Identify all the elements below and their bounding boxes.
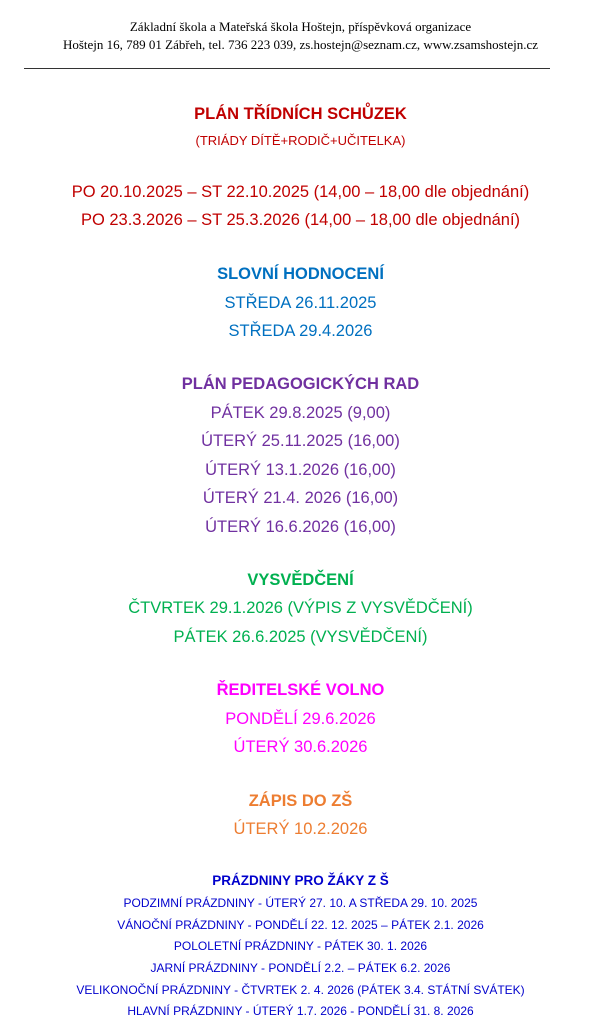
teachers-item: ÚTERÝ 13.1.2026 (16,00) bbox=[205, 461, 396, 479]
meetings-title: PLÁN TŘÍDNÍCH SCHŮZEK bbox=[194, 105, 407, 123]
meetings-item: PO 23.3.2026 – ST 25.3.2026 (14,00 – 18,00 dle objednání) bbox=[80, 211, 521, 229]
header-divider bbox=[24, 68, 550, 69]
teachers-item: ÚTERÝ 16.6.2026 (16,00) bbox=[205, 518, 396, 536]
report-item: ČTVRTEK 29.1.2026 (VÝPIS Z VYSVĚDČENÍ) bbox=[128, 599, 473, 617]
holidays-title: PRÁZDNINY PRO ŽÁKY Z Š bbox=[212, 873, 389, 888]
director-item: ÚTERÝ 30.6.2026 bbox=[233, 738, 368, 756]
teachers-item: ÚTERÝ 21.4. 2026 (16,00) bbox=[202, 489, 399, 507]
school-header bbox=[0, 18, 601, 54]
director-item: PONDĚLÍ 29.6.2026 bbox=[225, 710, 376, 728]
evaluation-item: STŘEDA 26.11.2025 bbox=[224, 294, 377, 312]
report-item: PÁTEK 26.6.2025 (VYSVĚDČENÍ) bbox=[173, 628, 428, 646]
school-name: Základní škola a Mateřská škola Hoštejn, příspěvková organizace bbox=[129, 19, 472, 34]
evaluation-title: SLOVNÍ HODNOCENÍ bbox=[217, 265, 384, 283]
meetings-item: PO 20.10.2025 – ST 22.10.2025 (14,00 – 18,00 dle objednání) bbox=[71, 183, 530, 201]
report-title: VYSVĚDČENÍ bbox=[247, 571, 354, 589]
school-contact: Hoštejn 16, 789 01 Zábřeh, tel. 736 223 039, zs.hostejn@seznam.cz, www.zsamshostejn.cz bbox=[62, 37, 539, 52]
teachers-item: ÚTERÝ 25.11.2025 (16,00) bbox=[201, 432, 400, 450]
holiday-item: VÁNOČNÍ PRÁZDNINY - PONDĚLÍ 22. 12. 2025 – PÁTEK 2.1. 2026 bbox=[117, 918, 484, 932]
teachers-item: PÁTEK 29.8.2025 (9,00) bbox=[210, 404, 391, 422]
meetings-subtitle: (TRIÁDY DÍTĚ+RODIČ+UČITELKA) bbox=[195, 133, 406, 148]
enrollment-item: ÚTERÝ 10.2.2026 bbox=[233, 820, 368, 838]
holiday-item: POLOLETNÍ PRÁZDNINY - PÁTEK 30. 1. 2026 bbox=[173, 939, 428, 953]
evaluation-item: STŘEDA 29.4.2026 bbox=[228, 322, 373, 340]
holiday-item: VELIKONOČNÍ PRÁZDNINY - ČTVRTEK 2. 4. 2026 (PÁTEK 3.4. STÁTNÍ SVÁTEK) bbox=[76, 983, 525, 997]
holiday-item: PODZIMNÍ PRÁZDNINY - ÚTERÝ 27. 10. A STŘEDA 29. 10. 2025 bbox=[123, 896, 478, 910]
director-title: ŘEDITELSKÉ VOLNO bbox=[216, 681, 385, 699]
holiday-item: JARNÍ PRÁZDNINY - PONDĚLÍ 2.2. – PÁTEK 6.2. 2026 bbox=[150, 961, 451, 975]
teachers-title: PLÁN PEDAGOGICKÝCH RAD bbox=[181, 375, 420, 393]
holiday-item: HLAVNÍ PRÁZDNINY - ÚTERÝ 1.7. 2026 - PONDĚLÍ 31. 8. 2026 bbox=[127, 1004, 474, 1018]
enrollment-title: ZÁPIS DO ZŠ bbox=[248, 792, 353, 810]
